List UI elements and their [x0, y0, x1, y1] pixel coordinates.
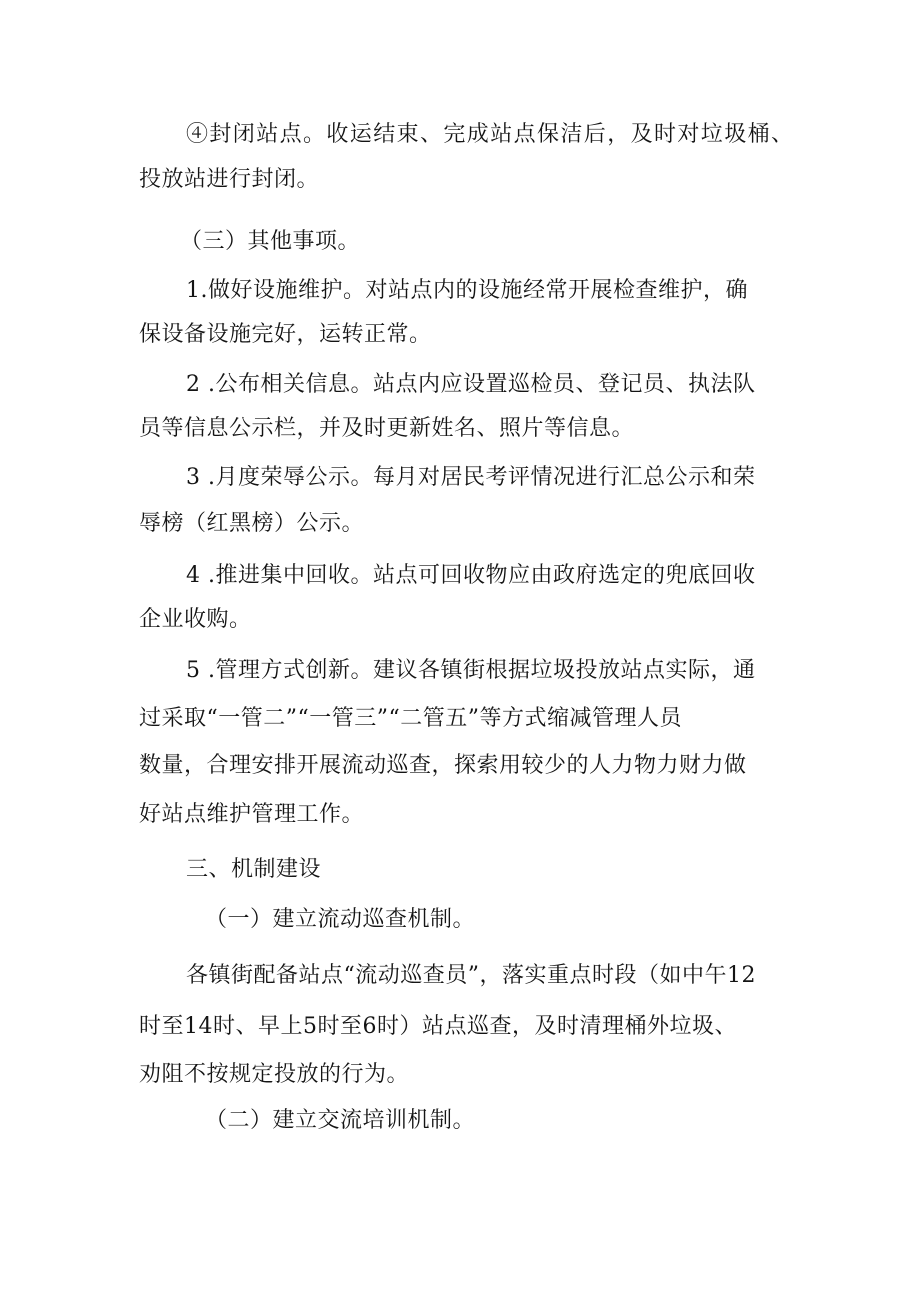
- paragraph-line: ④封闭站点。收运结束、完成站点保洁后，及时对垃圾桶、: [186, 122, 795, 147]
- list-item-line: 员等信息公示栏，并及时更新姓名、照片等信息。: [139, 416, 635, 441]
- list-item-line: 1.做好设施维护。对站点内的设施经常开展检查维护，确: [186, 278, 748, 303]
- subsection-heading: （二）建立交流培训机制。: [205, 1108, 476, 1133]
- list-item-line: 过采取“一管二”“一管三”“二管五”等方式缩减管理人员: [139, 706, 682, 731]
- list-item-line: 辱榜（红黑榜）公示。: [139, 511, 365, 536]
- section-heading: 三、机制建设: [186, 857, 322, 882]
- list-item-line: 好站点维护管理工作。: [139, 802, 365, 827]
- list-item-line: 3 .月度荣辱公示。每月对居民考评情况进行汇总公示和荣: [186, 465, 756, 490]
- subsection-heading: （一）建立流动巡查机制。: [205, 907, 476, 932]
- paragraph-line: 投放站进行封闭。: [139, 167, 320, 192]
- paragraph-line: 各镇街配备站点“流动巡查员”，落实重点时段（如中午12: [186, 963, 756, 988]
- paragraph-line: 时至14时、早上5时至6时）站点巡查，及时清理桶外垃圾、: [139, 1014, 737, 1039]
- list-item-line: 5 .管理方式创新。建议各镇街根据垃圾投放站点实际，通: [186, 658, 756, 683]
- section-heading: （三）其他事项。: [180, 229, 361, 254]
- list-item-line: 企业收购。: [139, 607, 252, 632]
- list-item-line: 4 .推进集中回收。站点可回收物应由政府选定的兜底回收: [186, 563, 756, 588]
- list-item-line: 2 .公布相关信息。站点内应设置巡检员、登记员、执法队: [186, 372, 756, 397]
- list-item-line: 数量，合理安排开展流动巡查，探索用较少的人力物力财力做: [139, 753, 747, 778]
- paragraph-line: 劝阻不按规定投放的行为。: [139, 1062, 410, 1087]
- list-item-line: 保设备设施完好，运转正常。: [139, 322, 432, 347]
